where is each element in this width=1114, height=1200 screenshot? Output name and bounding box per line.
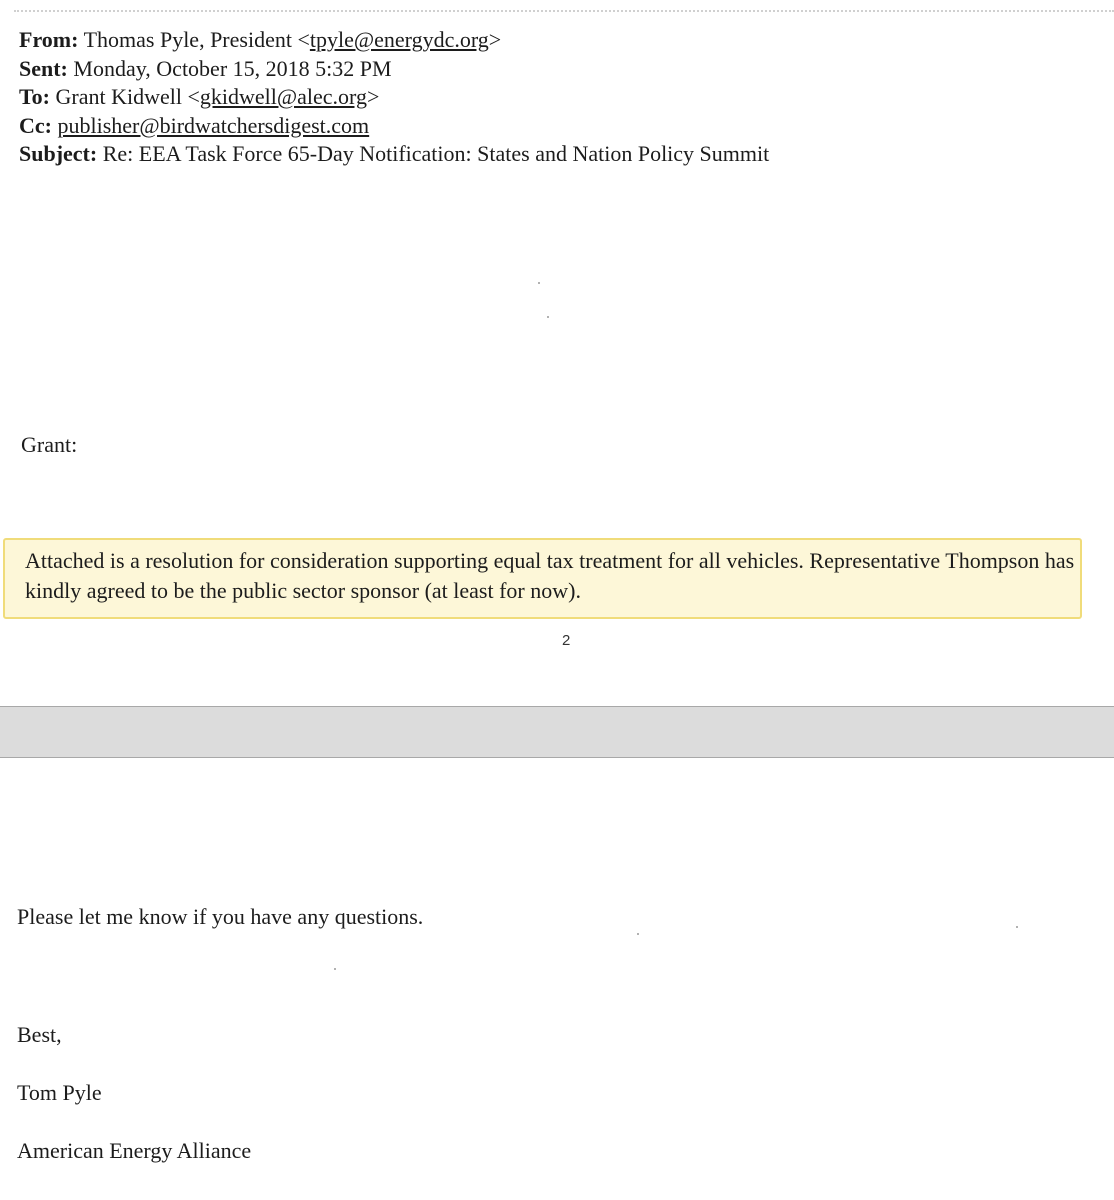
document-page-2 xyxy=(0,758,1114,1200)
scan-speck xyxy=(538,282,540,284)
signature-name: Tom Pyle xyxy=(17,1080,102,1105)
signature-organization: American Energy Alliance xyxy=(17,1138,252,1163)
to-email-wrapper: <gkidwell@alec.org> xyxy=(187,84,380,109)
from-email-link[interactable]: tpyle@energydc.org xyxy=(309,27,489,52)
cc-line xyxy=(19,112,769,141)
subject-label: Subject: xyxy=(19,141,98,166)
scan-artifact-line xyxy=(14,10,1114,18)
closing-line: Best, xyxy=(17,1022,62,1047)
to-name: Grant Kidwell xyxy=(55,84,182,109)
scan-speck xyxy=(334,968,336,970)
scan-speck xyxy=(547,316,549,318)
cc-label: Cc: xyxy=(19,112,52,138)
questions-line: Please let me know if you have any questions. xyxy=(17,904,424,929)
subject-line xyxy=(19,140,769,169)
highlighted-paragraph-box xyxy=(3,538,1082,619)
from-label: From: xyxy=(19,27,79,52)
to-line xyxy=(19,83,769,112)
scan-speck xyxy=(1016,926,1018,928)
from-line xyxy=(19,26,769,55)
sent-value: Monday, October 15, 2018 5:32 PM xyxy=(73,55,392,81)
from-name: Thomas Pyle, President xyxy=(83,27,292,52)
to-email-link[interactable]: gkidwell@alec.org xyxy=(199,84,367,109)
from-email-wrapper: <tpyle@energydc.org> xyxy=(297,27,502,52)
highlighted-paragraph: Attached is a resolution for consideration supporting equal tax treatment for all vehicles. Representative Thompson has kindly agreed to be the public sector sponsor (at least for now). xyxy=(25,548,1075,603)
page-number: 2 xyxy=(562,632,571,649)
sent-label: Sent: xyxy=(19,55,68,81)
email-header xyxy=(19,26,769,169)
subject-value: Re: EEA Task Force 65-Day Notification: States and Nation Policy Summit xyxy=(102,141,770,166)
cc-email-link[interactable]: publisher@birdwatchersdigest.com xyxy=(57,112,370,138)
sent-line xyxy=(19,55,769,84)
scan-speck xyxy=(637,933,639,935)
page-break-separator xyxy=(0,706,1114,758)
to-label: To: xyxy=(19,84,50,109)
greeting: Grant: xyxy=(21,432,78,457)
